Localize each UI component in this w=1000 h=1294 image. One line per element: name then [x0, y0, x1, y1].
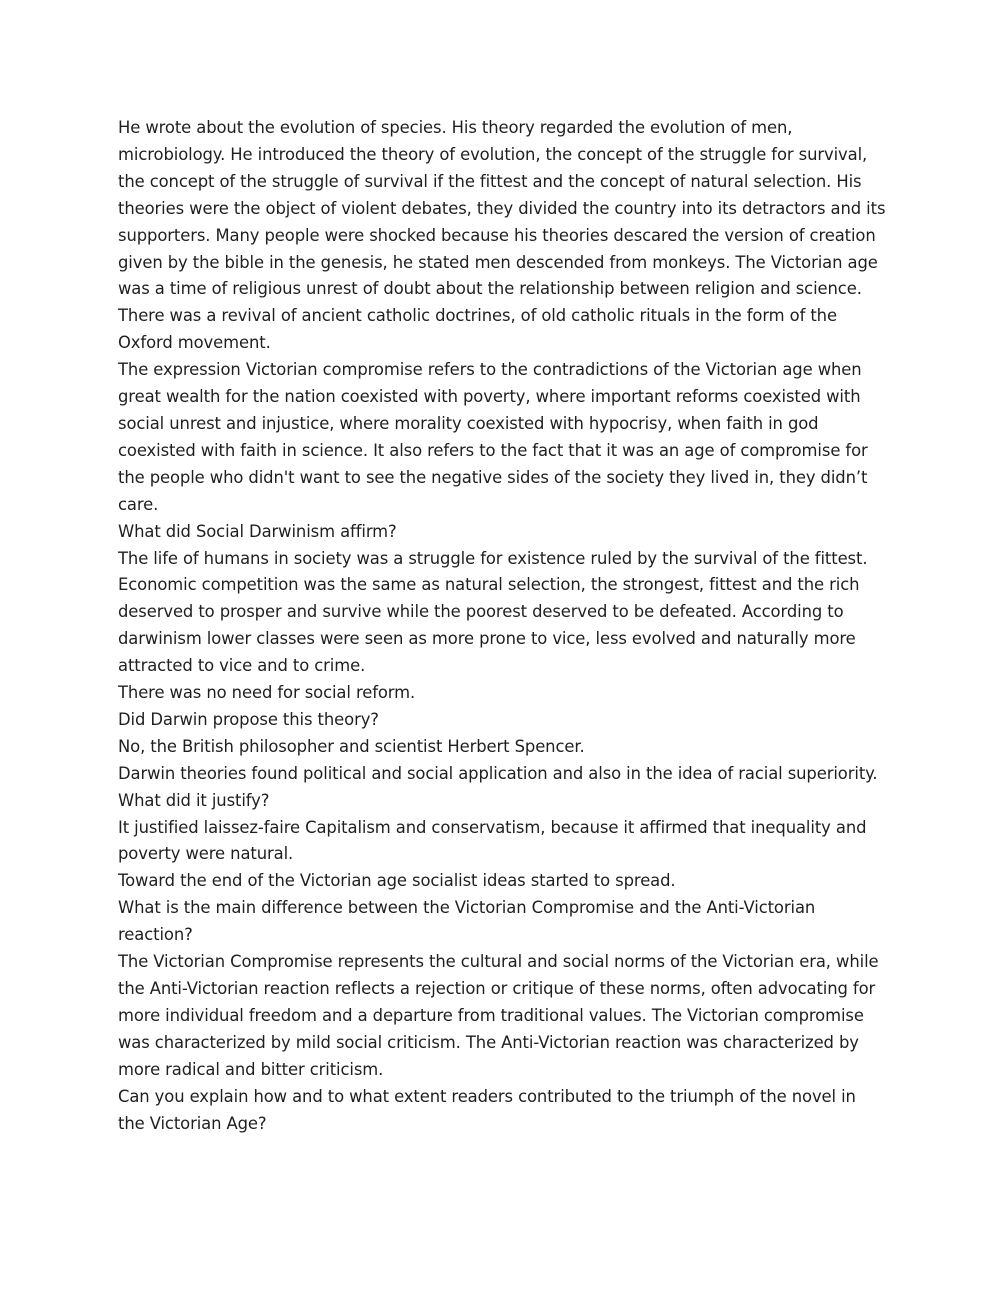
paragraph-darwin-evolution: He wrote about the evolution of species. His theory regarded the evolution of men, microbiology. He introduced the theory of evolution, the concept of the struggle for survival, the concept of the struggle of survival if the fittest and the concept of natural selection. His theories were the object of violent debates, they divided the country into its detractors and its supporters. Many people were shocked because his theories descared the version of creation given by the bible in the genesis, he stated men descended from monkeys. The Victorian age was a time of religious unrest of doubt about the relationship between religion and science. There was a revival of ancient catholic doctrines, of old catholic rituals in the form of the Oxford movement. [118, 118, 886, 353]
question-main-difference: What is the main difference between the Victorian Compromise and the Anti-Victorian reaction? [118, 898, 816, 945]
paragraph-victorian-compromise: The expression Victorian compromise refers to the contradictions of the Victorian age when great wealth for the nation coexisted with poverty, where important reforms coexisted with social unrest and injustice, where morality coexisted with hypocrisy, when faith in god coexisted with faith in science. It also refers to the fact that it was an age of compromise for the people who didn't want to see the negative sides of the society they lived in, they didn’t care. [118, 360, 868, 514]
document-body [118, 115, 886, 1137]
question-justify: What did it justify? [118, 790, 270, 810]
paragraph-socialist-ideas: Toward the end of the Victorian age socialist ideas started to spread. [118, 871, 676, 891]
paragraph-social-reform: There was no need for social reform. [118, 683, 416, 703]
paragraph-darwin-application: Darwin theories found political and social application and also in the idea of racial superiority. [118, 763, 878, 783]
question-readers-novel: Can you explain how and to what extent readers contributed to the triumph of the novel in the Victorian Age? [118, 1086, 856, 1133]
paragraph-difference-answer: The Victorian Compromise represents the cultural and social norms of the Victorian era, while the Anti-Victorian reaction reflects a rejection or critique of these norms, often advocating for more individual freedom and a departure from traditional values. The Victorian compromise was characterized by mild social criticism. The Anti-Victorian reaction was characterized by more radical and bitter criticism. [118, 952, 879, 1079]
question-social-darwinism: What did Social Darwinism affirm? [118, 521, 397, 541]
paragraph-social-darwinism-answer: The life of humans in society was a struggle for existence ruled by the survival of the fittest. Economic competition was the same as natural selection, the strongest, fittest and the rich deserved to prosper and survive while the poorest deserved to be defeated. According to darwinism lower classes were seen as more prone to vice, less evolved and naturally more attracted to vice and to crime. [118, 548, 868, 676]
paragraph-justify-answer: It justified laissez-faire Capitalism and conservatism, because it affirmed that inequality and poverty were natural. [118, 817, 867, 864]
paragraph-spencer-answer: No, the British philosopher and scientist Herbert Spencer. [118, 736, 585, 756]
question-darwin-propose: Did Darwin propose this theory? [118, 709, 379, 729]
